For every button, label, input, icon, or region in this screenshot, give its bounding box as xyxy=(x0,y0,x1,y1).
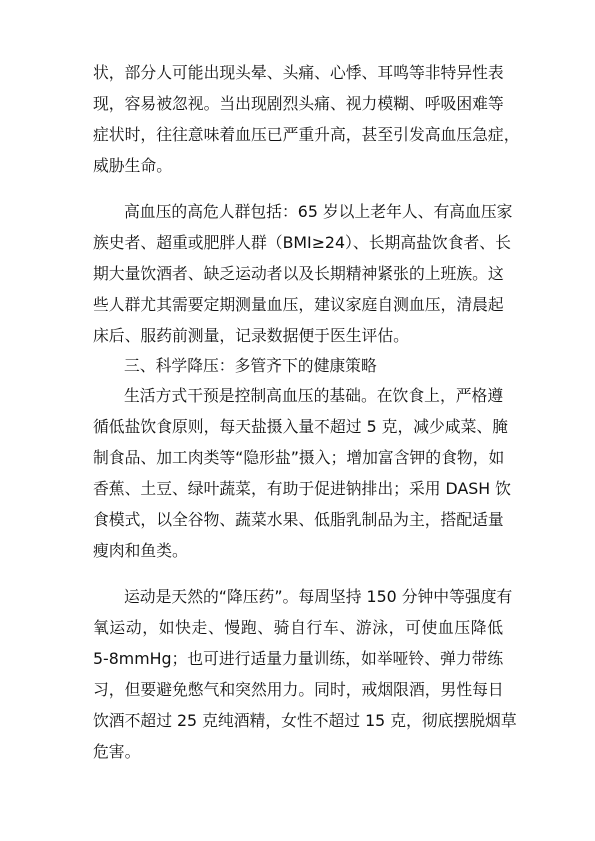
paragraph-line: 食模式，以全谷物、蔬菜水果、低脂乳制品为主，搭配适量 xyxy=(93,510,504,529)
paragraph-line: 运动是天然的“降压药”。每周坚持 150 分钟中等强度有 xyxy=(124,587,513,606)
paragraph-line: 生活方式干预是控制高血压的基础。在饮食上，严格遵 xyxy=(124,386,504,405)
paragraph-line: 饮酒不超过 25 克纯酒精，女性不超过 15 克，彻底摆脱烟草 xyxy=(93,711,517,730)
paragraph-line: 香蕉、土豆、绿叶蔬菜，有助于促进钠排出；采用 DASH 饮 xyxy=(93,479,511,498)
paragraph-line: 循低盐饮食原则，每天盐摄入量不超过 5 克，减少咸菜、腌 xyxy=(93,417,509,436)
paragraph-line: 氧运动，如快走、慢跑、骑自行车、游泳，可使血压降低 xyxy=(93,618,503,637)
paragraph-line: 5-8mmHg；也可进行适量力量训练，如举哑铃、弹力带练 xyxy=(93,649,504,668)
paragraph-line: 制食品、加工肉类等“隐形盐”摄入；增加富含钾的食物，如 xyxy=(93,448,505,467)
paragraph-line: 现，容易被忽视。当出现剧烈头痛、视力模糊、呼吸困难等 xyxy=(93,94,504,113)
paragraph-line: 症状时，往往意味着血压已严重升高，甚至引发高血压急症， xyxy=(93,125,520,144)
paragraph-line: 威胁生命。 xyxy=(93,156,172,175)
section-heading: 三、科学降压：多管齐下的健康策略 xyxy=(124,356,377,375)
paragraph-line: 族史者、超重或肥胖人群（BMI≥24）、长期高盐饮食者、长 xyxy=(93,233,511,252)
paragraph-line: 状，部分人可能出现头晕、头痛、心悸、耳鸣等非特异性表 xyxy=(93,63,504,82)
paragraph-line: 床后、服药前测量，记录数据便于医生评估。 xyxy=(93,326,409,345)
paragraph-line: 期大量饮酒者、缺乏运动者以及长期精神紧张的上班族。这 xyxy=(93,264,504,283)
paragraph-line: 危害。 xyxy=(93,742,141,761)
paragraph-line: 瘦肉和鱼类。 xyxy=(93,541,188,560)
paragraph-line: 些人群尤其需要定期测量血压，建议家庭自测血压，清晨起 xyxy=(93,295,504,314)
paragraph-line: 高血压的高危人群包括：65 岁以上老年人、有高血压家 xyxy=(124,202,513,221)
paragraph-line: 习，但要避免憋气和突然用力。同时，戒烟限酒，男性每日 xyxy=(93,680,504,699)
